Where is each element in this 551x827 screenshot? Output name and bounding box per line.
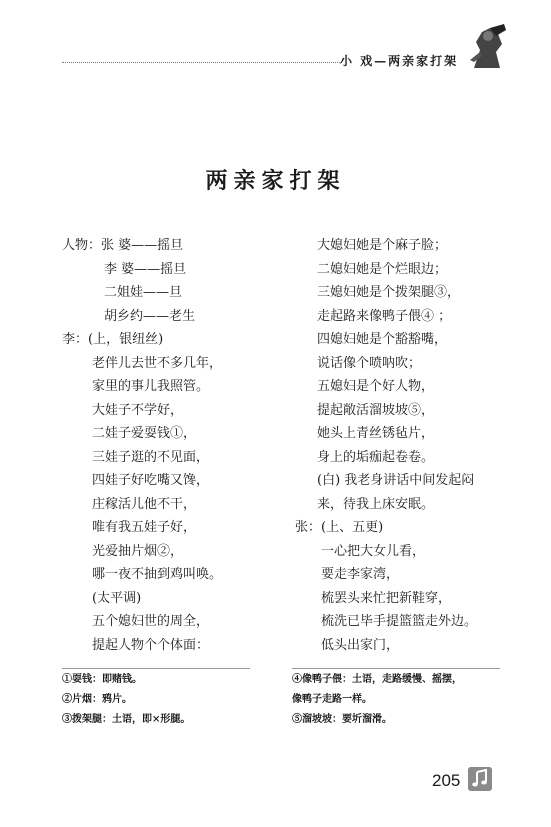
verse-line: 大娃子不学好，: [92, 402, 184, 418]
verse-line: 光爱抽片烟②，: [92, 543, 184, 559]
cast-line: 胡乡约——老生: [104, 308, 196, 324]
left-column: [62, 234, 292, 657]
page-title: 两亲家打架: [205, 168, 346, 194]
page-number: 205: [432, 771, 461, 790]
verse-line: 低头出家门，: [321, 637, 400, 653]
verse-line: 家里的事儿我照管。: [92, 379, 210, 394]
verse-line: 要走李家湾，: [321, 567, 400, 582]
music-note-icon: [468, 767, 492, 791]
verse-line: 二娃子爱耍钱①，: [92, 426, 197, 441]
footnote: ①耍钱：即赌钱。: [62, 674, 142, 685]
verse-line: 身上的垢痂起卷卷。: [317, 449, 435, 465]
spoken-line: 来，待我上床安眠。: [317, 496, 435, 512]
footnote: ④像鸭子偎：土语，走路缓慢、摇摆，: [292, 674, 462, 685]
verse-line: 提起敞活溜坡坡⑤，: [317, 402, 435, 418]
verse-line: 庄稼活儿他不干，: [92, 496, 197, 512]
footnote-rule: [292, 668, 500, 669]
footnote: 像鸭子走路一样。: [292, 694, 372, 705]
spoken-line: (白) 我老身讲话中间发起闷: [317, 473, 475, 488]
footnote: ②片烟：鸦片。: [62, 694, 132, 705]
verse-line: 三媳妇她是个拨架腿③，: [317, 285, 461, 300]
footnotes-left: [62, 670, 282, 730]
verse-line: 二媳妇她是个烂眼边；: [317, 261, 448, 277]
speaker-line: 张：(上、五更): [295, 520, 384, 535]
right-column: [295, 234, 515, 657]
stage-direction: (太平调): [92, 590, 142, 606]
verse-line: 大媳妇她是个麻子脸；: [317, 238, 448, 253]
footnote: ③拨架腿：土语，即×形腿。: [62, 714, 191, 725]
verse-line: 提起人物个个体面：: [92, 637, 210, 653]
verse-line: 梳罢头来忙把新鞋穿，: [321, 590, 452, 606]
cast-line: 人物：张 婆——摇旦: [62, 238, 184, 253]
verse-line: 哪一夜不抽到鸡叫唤。: [92, 567, 223, 582]
header-figure-icon: [466, 22, 510, 70]
verse-line: 四娃子好吃嘴又馋，: [92, 473, 210, 488]
header-rule: [62, 62, 340, 63]
footnotes-right: [292, 670, 512, 730]
footnote-rule: [62, 668, 250, 669]
verse-line: 老伴儿去世不多几年，: [92, 355, 223, 371]
verse-line: 一心把大女儿看，: [321, 543, 426, 559]
verse-line: 说话像个喷呐吹；: [317, 355, 422, 371]
verse-line: 梳洗已毕手提篮篮走外边。: [321, 614, 478, 629]
verse-line: 三娃子逛的不见面，: [92, 449, 210, 465]
verse-line: 四媳妇她是个豁豁嘴，: [317, 332, 448, 347]
verse-line: 五个媳妇世的周全，: [92, 614, 210, 629]
cast-line: 二姐娃——旦: [104, 285, 183, 300]
verse-line: 她头上青丝锈毡片，: [317, 426, 435, 441]
verse-line: 五媳妇是个好人物，: [317, 379, 435, 394]
running-header: 小 戏—两亲家打架: [340, 54, 459, 68]
verse-line: 走起路来像鸭子偎④ ；: [317, 308, 452, 324]
footnote: ⑤溜坡坡：要圻溜滑。: [292, 714, 392, 725]
cast-line: 李 婆——摇旦: [104, 261, 187, 277]
speaker-line: 李：(上，银纽丝): [62, 332, 164, 347]
verse-line: 唯有我五娃子好，: [92, 520, 197, 535]
